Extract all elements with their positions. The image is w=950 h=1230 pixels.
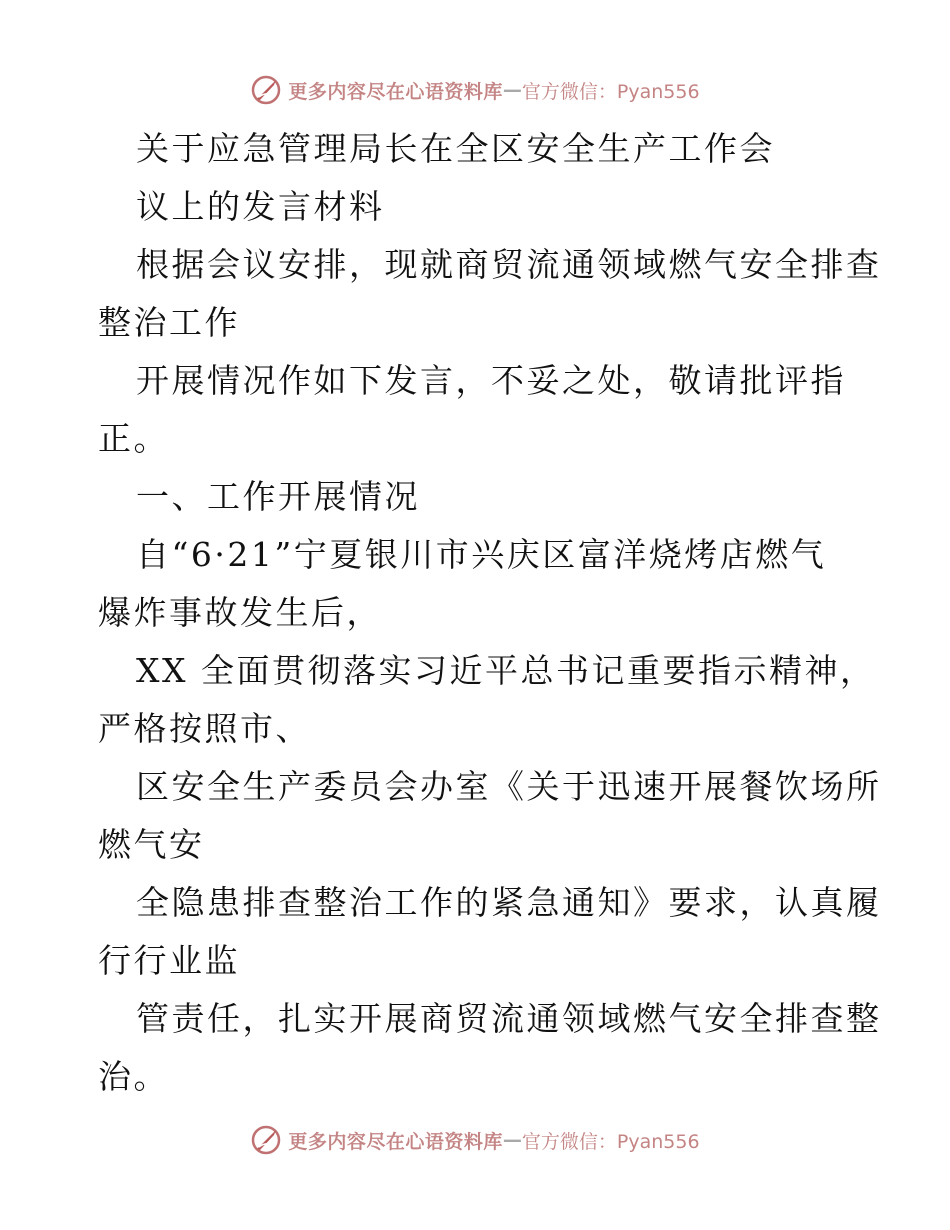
section-heading: 一、工作开展情况	[136, 477, 420, 516]
quill-logo-icon	[250, 1124, 282, 1156]
watermark-contact: 官方微信：Pyan556	[521, 1130, 700, 1153]
text-line: XX 全面贯彻落实习近平总书记重要指示精神，	[136, 651, 876, 690]
text-line: 管责任，扎实开展商贸流通领域燃气安全排查整	[136, 999, 882, 1038]
text-line: 根据会议安排，现就商贸流通领域燃气安全排查	[136, 245, 882, 284]
watermark-text: 更多内容尽在心语资料库	[288, 80, 503, 103]
text-line: 自“6·21”宁夏银川市兴庆区富洋烧烤店燃气	[136, 535, 827, 574]
watermark-separator: —	[502, 1129, 522, 1151]
text-line: 正。	[98, 419, 169, 458]
watermark-banner-top	[0, 70, 950, 110]
watermark-contact: 官方微信：Pyan556	[521, 80, 700, 103]
text-line: 区安全生产委员会办室《关于迅速开展餐饮场所	[136, 767, 882, 806]
text-line: 整治工作	[98, 303, 240, 342]
text-line: 爆炸事故发生后，	[98, 593, 382, 632]
text-line: 燃气安	[98, 825, 205, 864]
text-line: 议上的发言材料	[136, 187, 385, 226]
watermark-banner-bottom	[0, 1120, 950, 1160]
quill-logo-icon	[250, 74, 282, 106]
watermark-text: 更多内容尽在心语资料库	[288, 1130, 503, 1153]
text-line: 严格按照市、	[98, 709, 311, 748]
document-body	[98, 120, 882, 1106]
text-line: 全隐患排查整治工作的紧急通知》要求，认真履	[136, 883, 882, 922]
text-line: 开展情况作如下发言，不妥之处，敬请批评指	[136, 361, 846, 400]
watermark-separator: —	[502, 79, 522, 101]
text-line: 治。	[98, 1057, 169, 1096]
text-line: 行行业监	[98, 941, 240, 980]
text-line: 关于应急管理局长在全区安全生产工作会	[136, 129, 775, 168]
